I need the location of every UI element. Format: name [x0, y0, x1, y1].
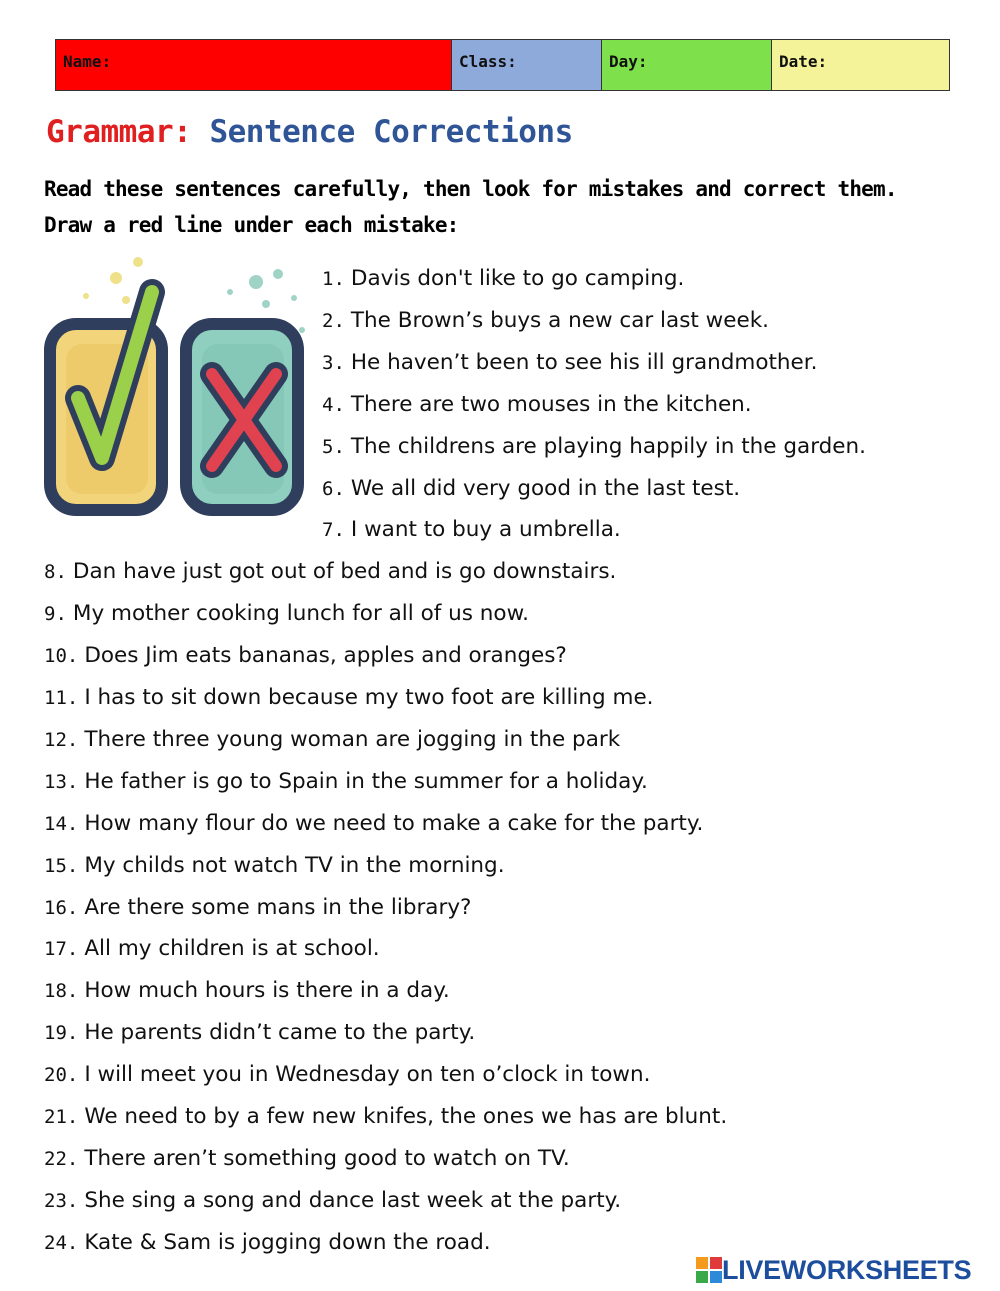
day-cell[interactable] [602, 40, 772, 90]
sentence-item [322, 433, 866, 461]
sentence-text[interactable]: She sing a song and dance last week at the party. [84, 1187, 622, 1213]
sentence-item [44, 852, 505, 880]
sentence-item [44, 558, 616, 586]
sentence-number: 16. [44, 896, 79, 919]
class-cell[interactable] [452, 40, 602, 90]
class-label: Class: [459, 52, 517, 71]
sentence-number: 23. [44, 1189, 79, 1212]
page-title [46, 114, 573, 150]
sentence-number: 4. [322, 393, 345, 416]
check-cross-illustration [40, 248, 310, 528]
sentence-number: 9. [44, 603, 67, 626]
sentence-number: 13. [44, 770, 79, 793]
title-main: Sentence Corrections [209, 114, 573, 150]
sentence-item [322, 349, 817, 377]
sentence-item [322, 307, 769, 335]
instructions: Read these sentences carefully, then look for mistakes and correct them. Draw a red line under each mistake: [44, 177, 897, 237]
cross-icon [186, 324, 298, 510]
sentence-text[interactable]: My mother cooking lunch for all of us now. [72, 601, 530, 627]
sentence-number: 24. [44, 1231, 79, 1254]
liveworksheets-logo [696, 1254, 971, 1286]
sentence-text[interactable]: How much hours is there in a day. [84, 978, 450, 1004]
sentence-item [44, 894, 471, 922]
sentence-item [322, 391, 752, 419]
sentence-item [44, 600, 529, 628]
sentence-text[interactable]: All my children is at school. [84, 936, 380, 962]
sentence-number: 1. [322, 268, 345, 290]
sentence-item [44, 642, 567, 670]
sentence-text[interactable]: There three young woman are jogging in the park [84, 726, 621, 752]
day-label: Day: [609, 52, 648, 71]
sentence-text[interactable]: The childrens are playing happily in the garden. [350, 433, 866, 459]
logo-text: LIVEWORKSHEETS [722, 1254, 972, 1285]
sentence-number: 3. [322, 351, 345, 374]
sentence-text[interactable]: Kate & Sam is jogging down the road. [84, 1229, 491, 1255]
sentence-text[interactable]: How many flour do we need to make a cake for the party. [84, 810, 704, 836]
sentence-item [44, 1061, 650, 1089]
sentence-item [322, 516, 621, 544]
sentence-text[interactable]: He father is go to Spain in the summer for a holiday. [84, 768, 648, 794]
name-cell[interactable] [56, 40, 452, 90]
sentence-number: 10. [44, 645, 79, 668]
sentence-text[interactable]: Davis don't like to go camping. [350, 266, 685, 291]
sentence-number: 17. [44, 938, 79, 961]
sentence-item [44, 977, 450, 1005]
sentence-number: 14. [44, 812, 79, 835]
sentence-text[interactable]: I has to sit down because my two foot are killing me. [84, 685, 654, 710]
sentence-text[interactable]: We need to by a few new knifes, the ones we has are blunt. [84, 1104, 728, 1129]
sentence-text[interactable]: Dan have just got out of bed and is go downstairs. [72, 559, 617, 585]
sentence-number: 11. [44, 687, 79, 709]
sentence-text[interactable]: There are two mouses in the kitchen. [350, 391, 752, 417]
checkmark-icon [50, 292, 162, 510]
sentence-item [44, 768, 648, 796]
sentence-item [44, 684, 654, 712]
title-prefix: Grammar: [46, 114, 192, 150]
sentence-item [44, 1187, 621, 1215]
sentence-text[interactable]: We all did very good in the last test. [350, 475, 741, 501]
sentence-number: 6. [322, 477, 345, 500]
liveworksheets-logo-icon [696, 1257, 722, 1283]
sentence-number: 15. [44, 854, 79, 877]
sentence-number: 12. [44, 728, 79, 751]
sentence-number: 22. [44, 1147, 79, 1170]
sentence-text[interactable]: My childs not watch TV in the morning. [84, 852, 505, 878]
sentence-item [44, 1019, 475, 1047]
sentence-text[interactable]: I want to buy a umbrella. [350, 517, 621, 543]
sentence-number: 20. [44, 1064, 79, 1087]
name-label: Name: [63, 52, 112, 71]
sentence-item [44, 1145, 570, 1173]
sentence-number: 21. [44, 1106, 79, 1128]
sentence-item [44, 1229, 491, 1257]
sentence-item [44, 1103, 727, 1131]
sentence-text[interactable]: Does Jim eats bananas, apples and oranges? [84, 643, 567, 669]
sentence-number: 7. [322, 519, 345, 542]
sentence-number: 18. [44, 980, 79, 1003]
sentence-text[interactable]: There aren’t something good to watch on TV. [84, 1145, 570, 1171]
student-info-table [55, 39, 950, 91]
sentence-text[interactable]: I will meet you in Wednesday on ten o’clock in town. [84, 1062, 651, 1088]
sentence-number: 2. [322, 309, 345, 332]
sentence-number: 8. [44, 561, 67, 584]
sentence-text[interactable]: Are there some mans in the library? [84, 894, 472, 920]
sentence-item [44, 810, 703, 838]
sentence-number: 5. [322, 435, 345, 458]
sentence-item [322, 265, 684, 293]
sentence-text[interactable]: He haven’t been to see his ill grandmother. [350, 349, 818, 375]
sentence-item [322, 475, 740, 503]
sentence-text[interactable]: He parents didn’t came to the party. [84, 1020, 476, 1046]
date-label: Date: [779, 52, 828, 71]
sentence-number: 19. [44, 1022, 79, 1045]
date-cell[interactable] [772, 40, 949, 90]
sentence-item [44, 726, 620, 754]
sentence-text[interactable]: The Brown’s buys a new car last week. [350, 307, 769, 333]
sentence-item [44, 935, 380, 963]
